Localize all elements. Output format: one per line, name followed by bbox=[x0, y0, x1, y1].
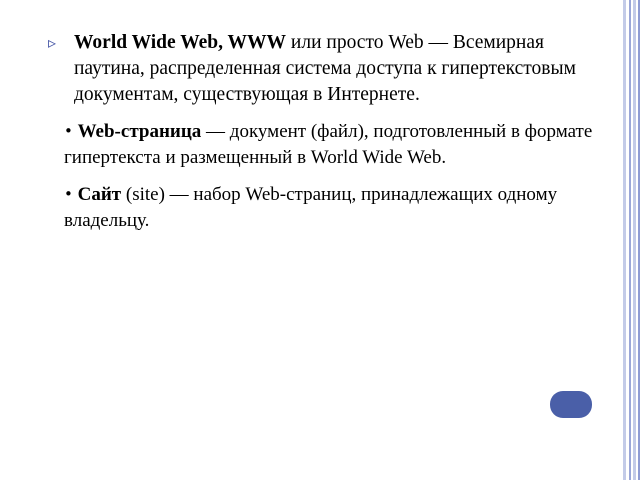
bullet-dot-icon-site: • bbox=[64, 185, 73, 203]
rounded-rectangle-shape bbox=[550, 391, 592, 418]
paragraph-site bbox=[48, 181, 604, 234]
slide-content bbox=[48, 30, 604, 234]
bullet-item-www-text bbox=[74, 30, 604, 108]
edge-bar-2 bbox=[629, 0, 631, 480]
bullet-marker-icon: ▹ bbox=[48, 33, 57, 52]
edge-bar-1 bbox=[623, 0, 626, 480]
right-edge-decoration bbox=[618, 0, 640, 480]
bullet-dot-icon-webpage: • bbox=[64, 122, 73, 140]
edge-bar-3 bbox=[633, 0, 636, 480]
paragraph-webpage bbox=[48, 118, 604, 171]
definition-site: (site) — набор Web-страниц, принадлежащих одному владельцу. bbox=[64, 184, 558, 231]
bullet-definition-www: или просто Web — Всемирная паутина, распределенная система доступа к гипертекстовым документам, существующая в Интернете. bbox=[74, 32, 576, 105]
term-site: Сайт bbox=[77, 184, 122, 205]
bullet-term-www: World Wide Web, WWW bbox=[74, 32, 287, 53]
term-webpage: Web-страница bbox=[77, 121, 202, 142]
definition-webpage: — документ (файл), подготовленный в формате гипертекста и размещенный в World Wide Web. bbox=[64, 121, 593, 168]
bullet-item-www bbox=[48, 30, 604, 108]
